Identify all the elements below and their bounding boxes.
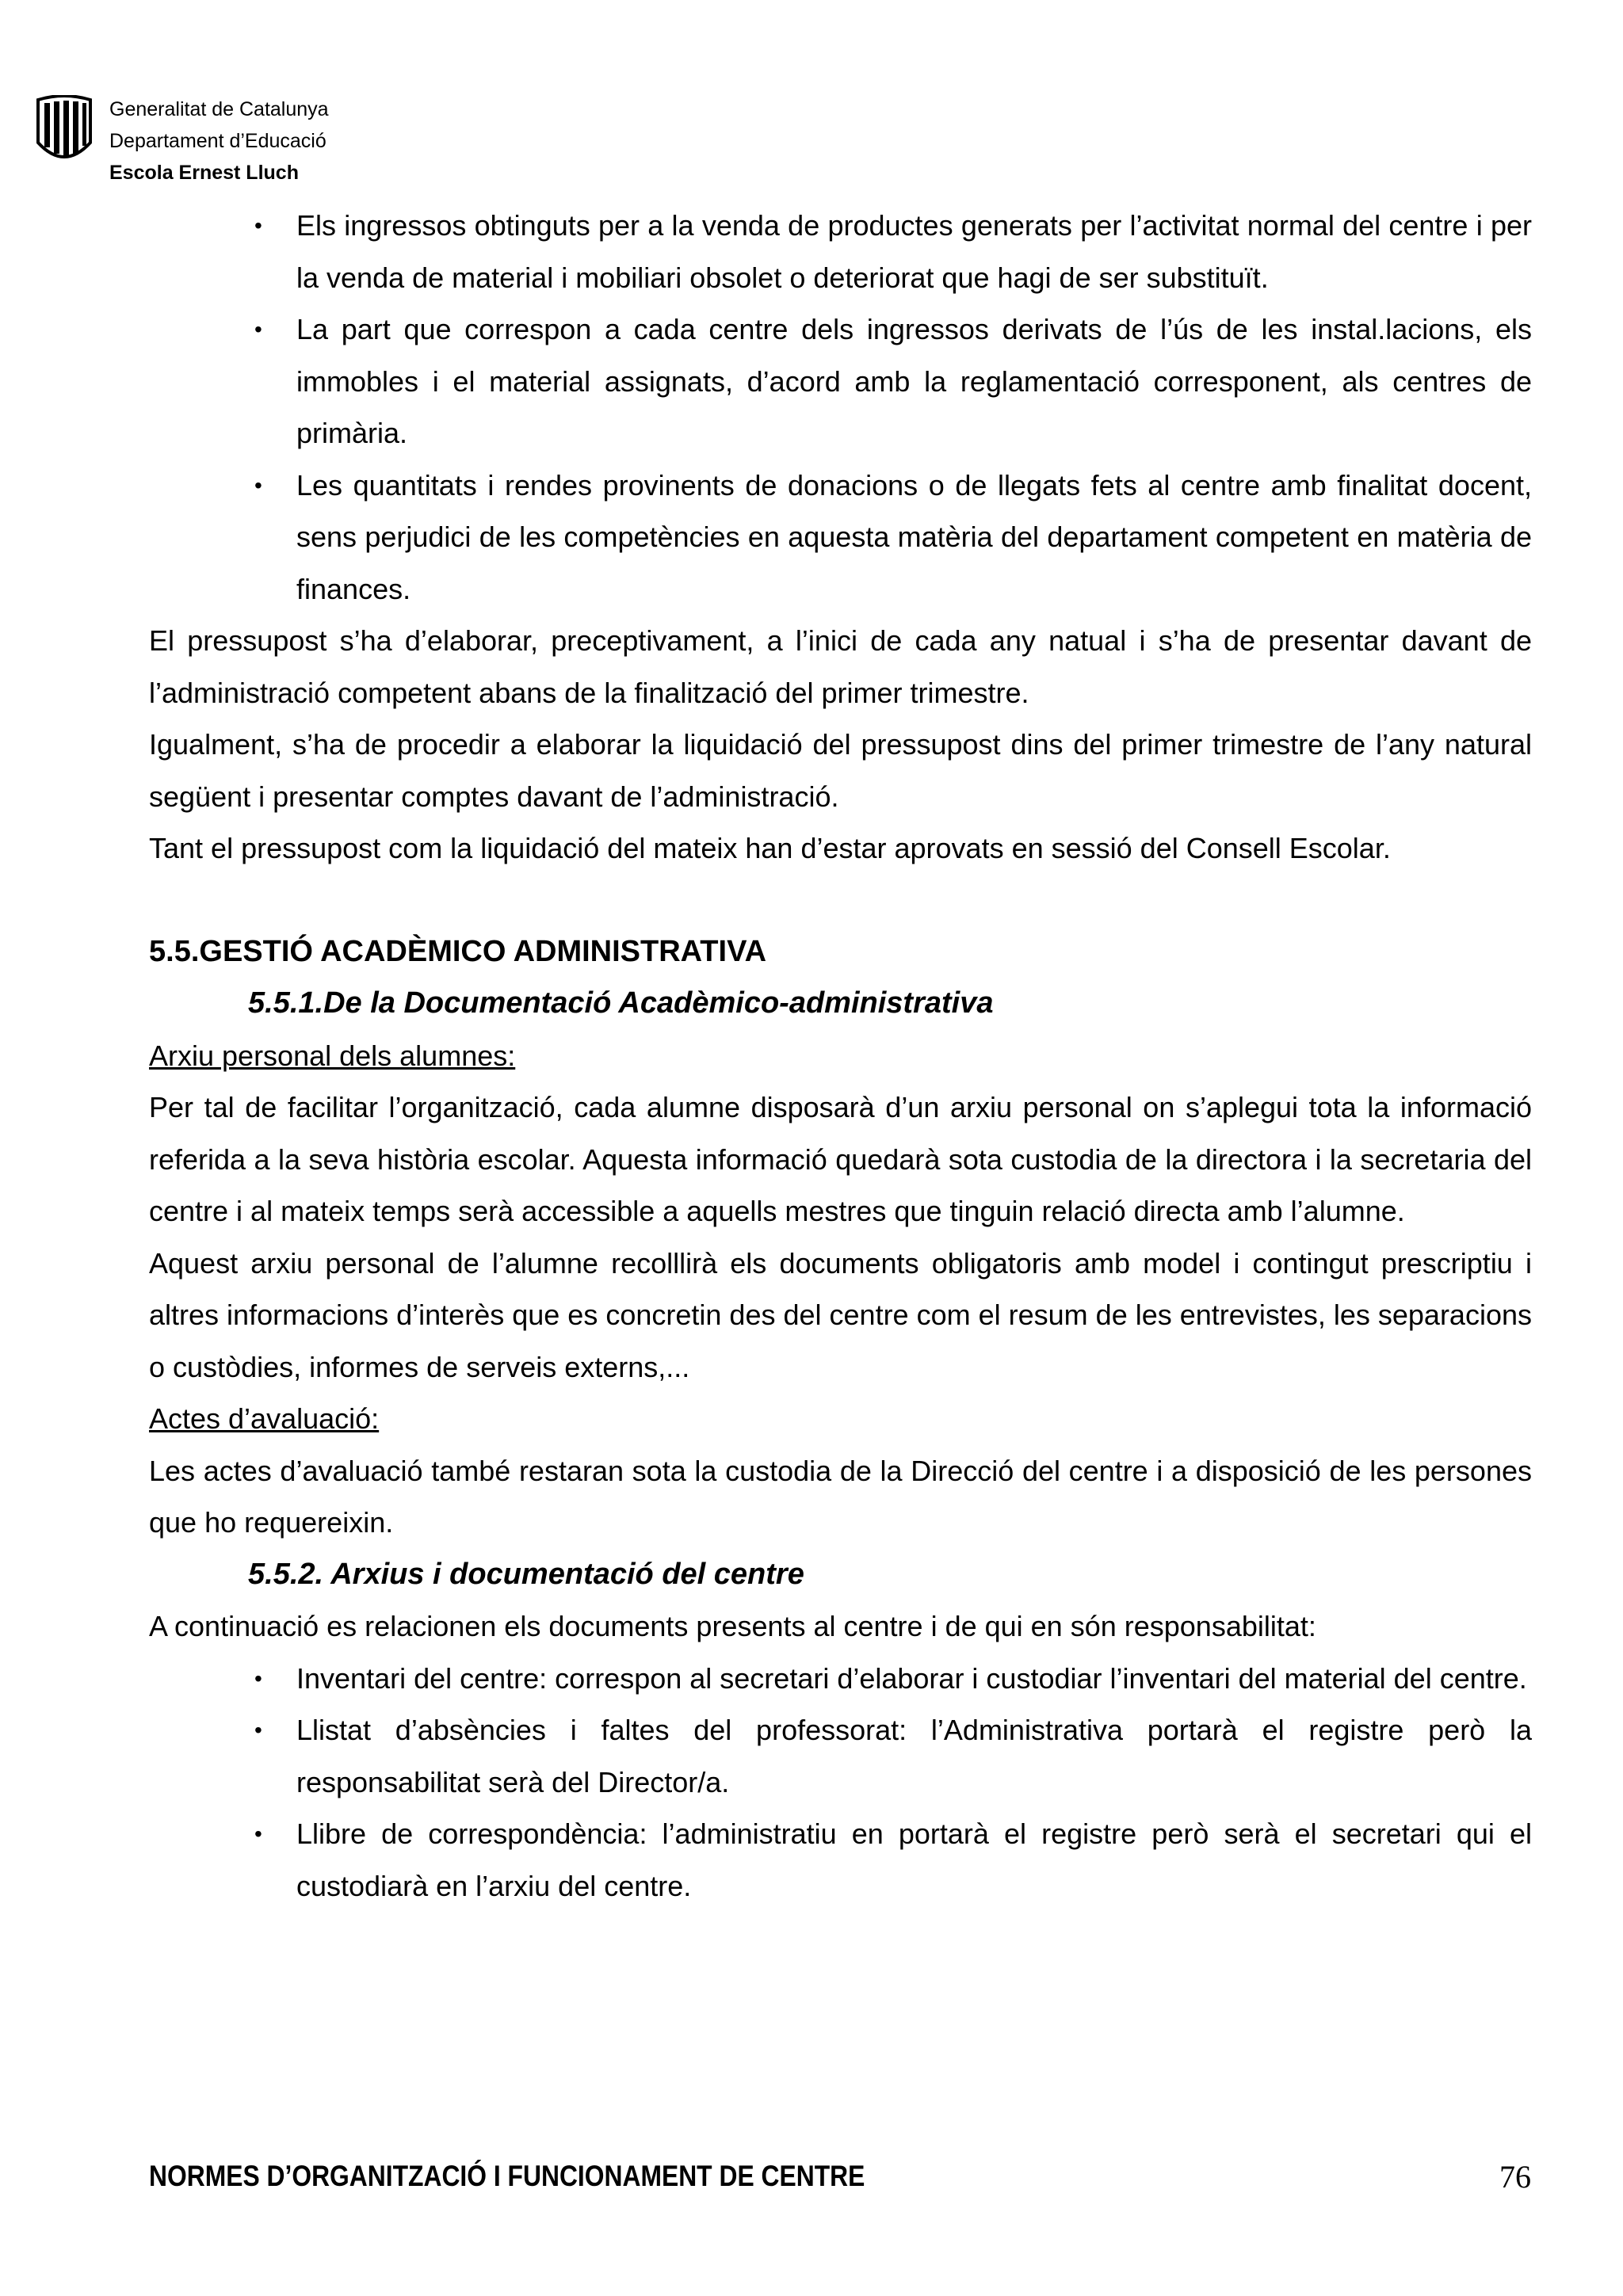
- list-item: • Inventari del centre: correspon al secretari d’elaborar i custodiar l’inventari del material del centre.: [149, 1653, 1532, 1705]
- header-school: Escola Ernest Lluch: [109, 162, 299, 184]
- document-body: [149, 200, 1532, 1912]
- paragraph-budget: El pressupost s’ha d’elaborar, preceptivament, a l’inici de cada any natual i s’ha de presentar davant de l’administració competent abans de la finalització del primer trimestre.: [149, 624, 1532, 709]
- paragraph-approval: Tant el pressupost com la liquidació del mateix han d’estar aprovats en sessió del Consell Escolar.: [149, 832, 1391, 864]
- bullet-icon: •: [254, 317, 262, 341]
- list-item: • Llibre de correspondència: l’administratiu en portarà el registre però serà el secretari qui el custodiarà en l’arxiu del centre.: [149, 1808, 1532, 1912]
- paragraph-documents-intro: A continuació es relacionen els documents presents al centre i de qui en són responsabilitat:: [149, 1610, 1316, 1642]
- section-heading: 5.5.GESTIÓ ACADÈMICO ADMINISTRATIVA: [149, 934, 767, 968]
- footer-title: NORMES D’ORGANITZACIÓ I FUNCIONAMENT DE CENTRE: [149, 2160, 865, 2192]
- income-list: [149, 200, 1532, 615]
- bullet-icon: •: [254, 1665, 262, 1691]
- header-generalitat: Generalitat de Catalunya: [109, 98, 329, 120]
- list-item: • Els ingressos obtinguts per a la venda de productes generats per l’activitat normal del centre i per la venda de material i mobiliari obsolet o deteriorat que hagi de ser substituït.: [149, 200, 1532, 303]
- bullet-icon: •: [254, 1821, 262, 1846]
- generalitat-logo-icon: [35, 95, 94, 163]
- paragraph-actes: Les actes d’avaluació també restaran sota la custodia de la Direcció del centre i a disposició de les persones que ho requereixin.: [149, 1454, 1532, 1539]
- list-item: • Les quantitats i rendes provinents de donacions o de llegats fets al centre amb finalitat docent, sens perjudici de les competències en aquesta matèria del departament competent en matèria de finances.: [149, 460, 1532, 616]
- underlined-label-arxiu: Arxiu personal dels alumnes:: [149, 1039, 516, 1072]
- subsection-heading-1: 5.5.1.De la Documentació Acadèmico-administrativa: [248, 986, 994, 1020]
- list-item: • Llistat d’absències i faltes del professorat: l’Administrativa portarà el registre però la responsabilitat serà del Director/a.: [149, 1704, 1532, 1808]
- paragraph-arxiu: Per tal de facilitar l’organització, cada alumne disposarà d’un arxiu personal on s’aplegui tota la informació referida a la seva història escolar. Aquesta informació quedarà sota custodia de la directora i la secretaria del centre i al mateix temps serà accessible a aquells mestres que tinguin relació directa amb l’alumne.: [149, 1091, 1532, 1227]
- paragraph-liquidation: Igualment, s’ha de procedir a elaborar la liquidació del pressupost dins del primer trimestre de l’any natural següent i presentar comptes davant de l’administració.: [149, 728, 1532, 813]
- list-item: • La part que correspon a cada centre dels ingressos derivats de l’ús de les instal.lacions, els immobles i el material assignats, d’acord amb la reglamentació corresponent, als centres de primària.: [149, 303, 1532, 460]
- subsection-heading-2: 5.5.2. Arxius i documentació del centre: [248, 1557, 804, 1591]
- header-departament: Departament d’Educació: [109, 130, 327, 152]
- bullet-icon: •: [254, 1718, 262, 1742]
- underlined-label-actes: Actes d’avaluació:: [149, 1402, 380, 1435]
- page-number: 76: [1499, 2159, 1531, 2195]
- bullet-icon: •: [254, 472, 262, 498]
- bullet-icon: •: [254, 213, 262, 238]
- paragraph-arxiu-content: Aquest arxiu personal de l’alumne recolllirà els documents obligatoris amb model i contingut prescriptiu i altres informacions d’interès que es concretin des del centre com el resum de les entrevistes, les separacions o custòdies, informes de serveis externs,...: [149, 1246, 1532, 1383]
- documents-list: [149, 1653, 1532, 1913]
- letterhead-text: [109, 93, 585, 189]
